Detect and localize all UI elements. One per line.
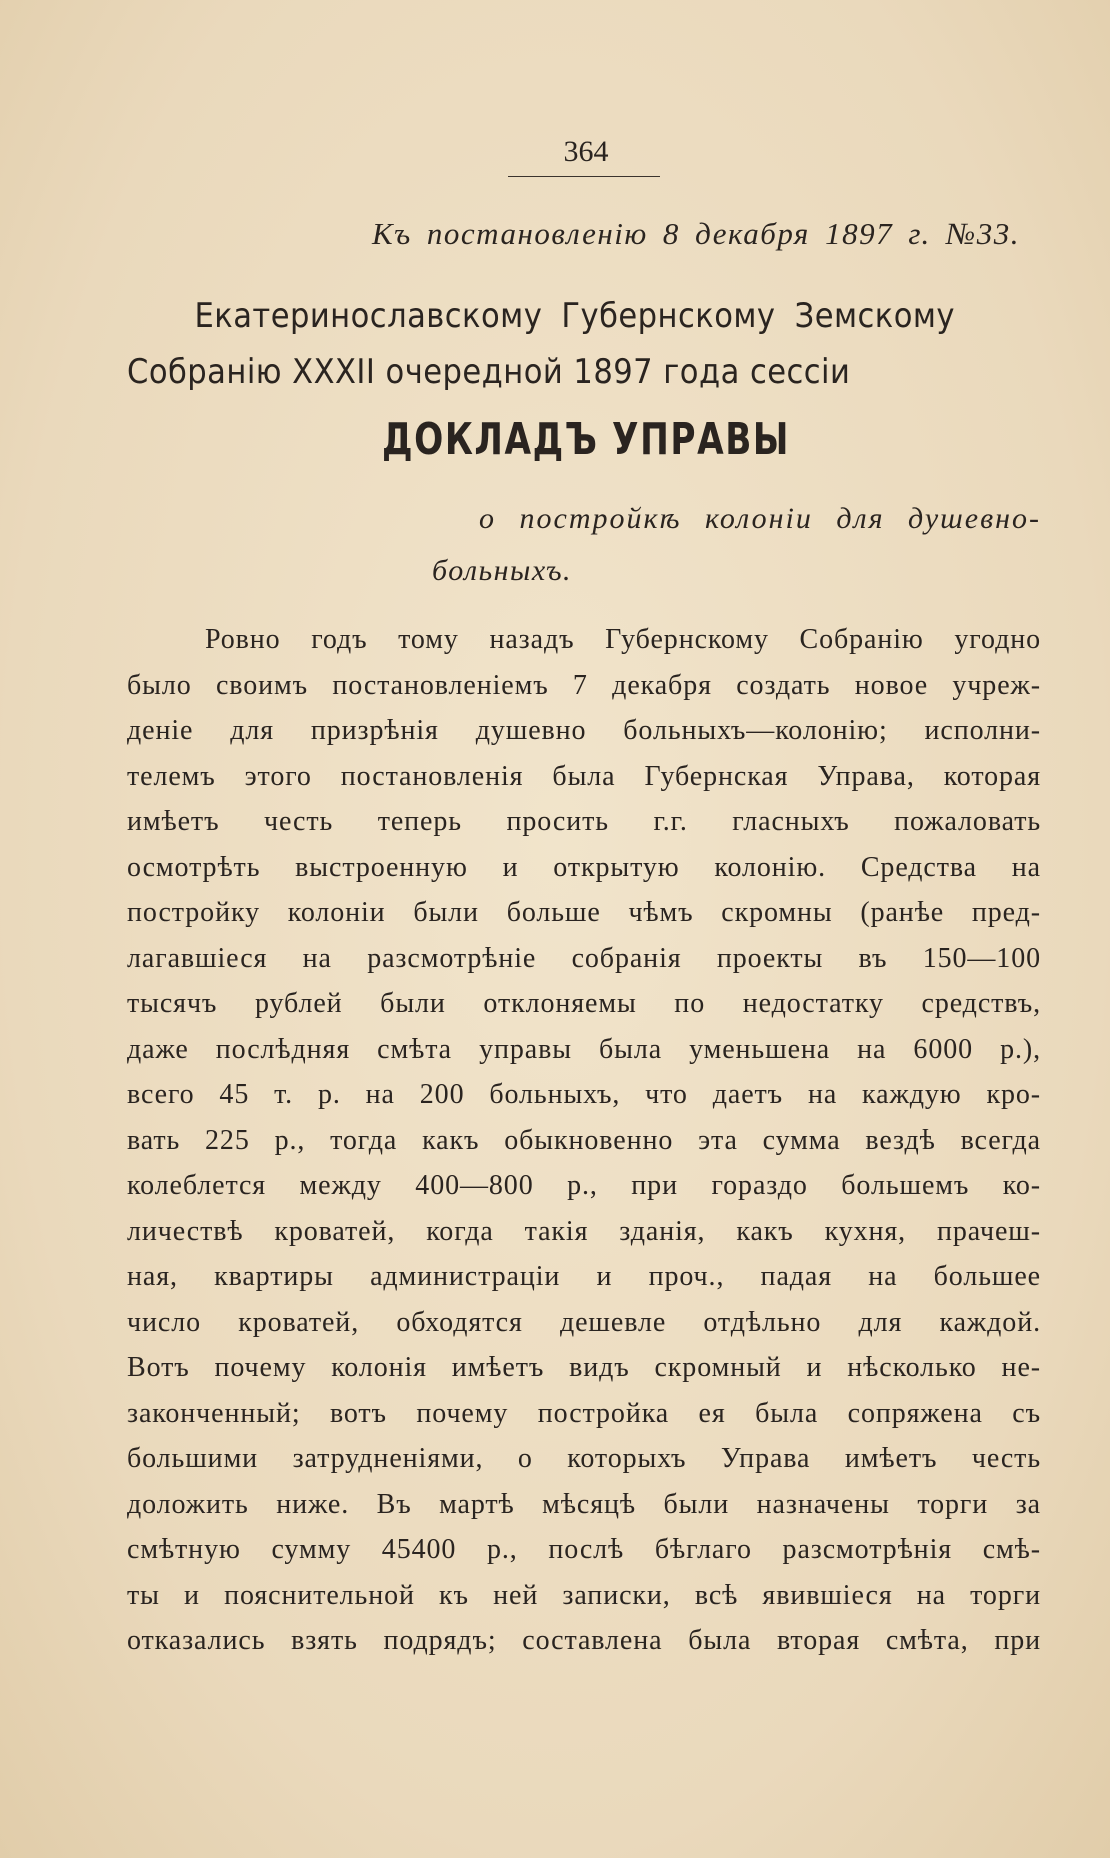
text-line: было своимъ постановленіемъ 7 декабря создать новое учреж-	[127, 669, 1041, 701]
text-line: смѣтную сумму 45400 р., послѣ бѣглаго разсмотрѣнія смѣ-	[127, 1534, 1041, 1565]
text-line: имѣетъ честь теперь просить г.г. гласныхъ пожаловать	[127, 806, 1041, 837]
text-line: постройку колоніи были больше чѣмъ скромны (ранѣе пред-	[127, 897, 1041, 928]
text-line: тысячъ рублей были отклоняемы по недостатку средствъ,	[127, 988, 1041, 1019]
text-line: ты и пояснительной къ ней записки, всѣ явившіеся на торги	[127, 1579, 1041, 1611]
report-subtitle-line-1: о постройкѣ колоніи для душевно-	[479, 502, 1041, 535]
text-line: вать 225 р., тогда какъ обыкновенно эта сумма вездѣ всегда	[127, 1124, 1041, 1156]
text-line: большими затрудненіями, о которыхъ Управа имѣетъ честь	[127, 1443, 1041, 1474]
text-line: телемъ этого постановленія была Губернская Управа, которая	[127, 760, 1041, 792]
text-line: доложить ниже. Въ мартѣ мѣсяцѣ были назначены торги за	[127, 1488, 1041, 1520]
resolution-reference: Къ постановленію 8 декабря 1897 г. №33.	[372, 216, 1020, 251]
report-subtitle-line-2: больныхъ.	[432, 554, 573, 587]
text-line: личествѣ кроватей, когда такія зданія, какъ кухня, прачеш-	[127, 1215, 1041, 1247]
assembly-heading: Екатеринославскому Губернскому Земскому Собранію XXXII очередной 1897 года сессіи	[127, 296, 955, 392]
body-paragraph	[127, 624, 1041, 1671]
text-line: деніе для призрѣнія душевно больныхъ—колонію; исполни-	[127, 715, 1041, 746]
text-line: законченный; вотъ почему постройка ея была сопряжена съ	[127, 1397, 1041, 1429]
text-line: всего 45 т. р. на 200 больныхъ, что даетъ на каждую кро-	[127, 1079, 1041, 1110]
text-line: даже послѣдняя смѣта управы была уменьшена на 6000 р.),	[127, 1033, 1041, 1065]
report-title: ДОКЛАДЪ УПРАВЫ	[381, 414, 791, 465]
text-line: число кроватей, обходятся дешевле отдѣльно для каждой.	[127, 1306, 1041, 1338]
page-number: 364	[563, 135, 609, 168]
text-line: отказались взять подрядъ; составлена была вторая смѣта, при	[127, 1625, 1041, 1656]
text-line: ная, квартиры администраціи и проч., падая на большее	[127, 1261, 1041, 1292]
text-line: Вотъ почему колонія имѣетъ видъ скромный и нѣсколько не-	[127, 1352, 1041, 1383]
page-number-rule	[508, 176, 660, 177]
text-line: осмотрѣть выстроенную и открытую колонію. Средства на	[127, 851, 1041, 883]
text-line: Ровно годъ тому назадъ Губернскому Собранію угодно	[205, 624, 1041, 655]
text-line: колеблется между 400—800 р., при гораздо большемъ ко-	[127, 1170, 1041, 1201]
text-line: лагавшіеся на разсмотрѣніе собранія проекты въ 150—100	[127, 942, 1041, 974]
